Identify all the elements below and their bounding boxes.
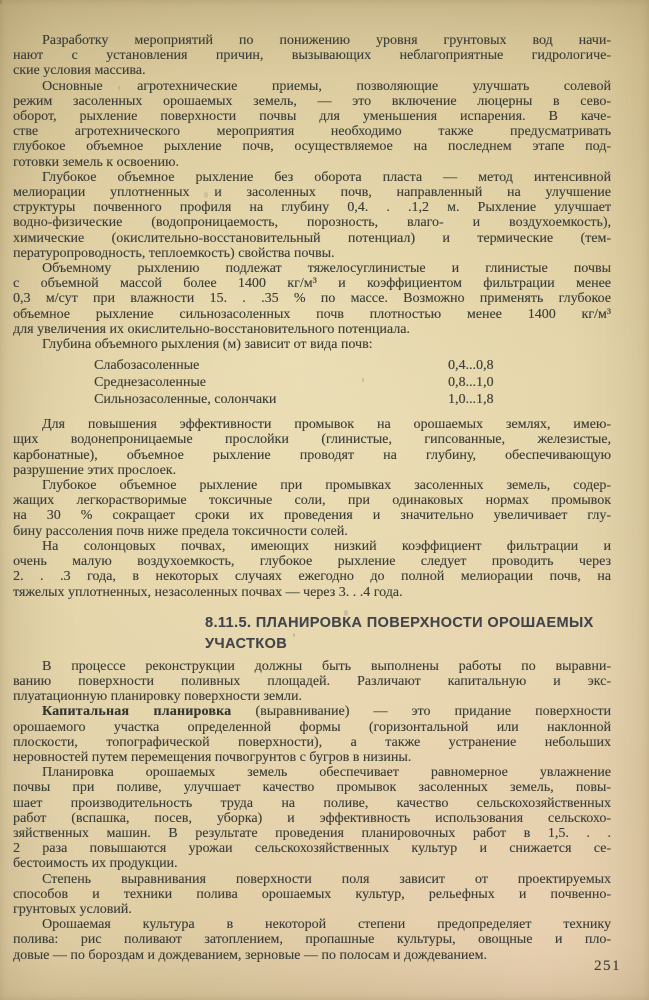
text-line: грунтовых условий. xyxy=(13,901,132,917)
soil-type-label: Слабозасоленные xyxy=(94,358,200,374)
text-line: неровностей путем перемещения почвогрунтов с бугров в низины. xyxy=(13,749,412,765)
table-row xyxy=(13,374,611,391)
paragraph xyxy=(13,417,611,478)
text-line: очень малую воздухоемкость, глубокое рыхление следует проводить через xyxy=(13,554,611,570)
depth-table xyxy=(13,357,611,408)
paragraph xyxy=(13,872,611,918)
page-number: 251 xyxy=(594,958,621,974)
text-line: структуры почвенного профиля на глубину 0,4. . .1,2 м. Рыхление улучшает xyxy=(13,200,611,216)
text-line: Основные агротехнические приемы, позволяющие улучшать солевой xyxy=(42,78,611,94)
text-line: жащих легкорастворимые токсичные соли, при одинаковых нормах промывок xyxy=(13,493,611,509)
text-line: На солонцовых почвах, имеющих низкий коэффициент фильтрации и xyxy=(42,538,611,554)
text-line: почвы при поливе, улучшает качество промывок засоленных земель, повы- xyxy=(13,780,611,796)
paragraph xyxy=(13,704,611,765)
depth-range-value: 0,4...0,8 xyxy=(448,358,494,374)
heading-line: УЧАСТКОВ xyxy=(205,635,288,652)
text-line: для увеличения их окислительно-восстановительного потенциала. xyxy=(13,321,410,337)
text-line: глубокое объемное рыхление почв, осуществляемое на последнем этапе под- xyxy=(13,139,611,155)
depth-range-value: 1,0...1,8 xyxy=(448,392,494,408)
paragraph xyxy=(13,478,611,539)
scan-artifacts xyxy=(0,0,2,3)
text-line: стве агротехнического мероприятия необходимо также предусматривать xyxy=(13,124,611,140)
heading-line: 8.11.5. ПЛАНИРОВКА ПОВЕРХНОСТИ ОРОШАЕМЫХ xyxy=(205,614,594,631)
table-row xyxy=(13,357,611,374)
paragraph xyxy=(13,261,611,337)
text-line: бестоимость их продукции. xyxy=(13,856,178,872)
text-line: с объемной массой более 1400 кг/м³ и коэффициентом фильтрации менее xyxy=(13,276,611,292)
text-line: 2. . .3 года, в некоторых случаях ежегодно до полной мелиорации почв, на xyxy=(13,569,611,585)
text-line: Глубокое объемное рыхление при промывках засоленных земель, содер- xyxy=(42,478,611,494)
bold-term: Капитальная планировка xyxy=(42,704,232,720)
paragraph xyxy=(13,917,611,963)
text-line: плоскости, топографической поверхности), а также устранение небольших xyxy=(13,734,611,750)
text-line: нают с установления причин, вызывающих неблагоприятные гидрологиче- xyxy=(13,48,611,64)
text-line: разрушение этих прослоек. xyxy=(13,462,177,478)
text-line: водно-физические (водопроницаемость, порозность, влаго- и воздухоемкость), xyxy=(13,215,611,231)
paragraph xyxy=(13,33,611,79)
text-line: бину рассоления почв ниже предела токсичности солей. xyxy=(13,523,348,539)
text-line: зяйственных машин. В результате проведения планировочных работ в 1,5. . . xyxy=(13,825,611,841)
paragraph xyxy=(13,79,611,170)
text-line: ские условия массива. xyxy=(13,63,146,79)
text-line: режим засоленных орошаемых земель, — это включение люцерны в сево- xyxy=(13,93,611,109)
text-line: оборот, рыхление поверхности почвы для уменьшения испарения. В каче- xyxy=(13,109,611,125)
text-line: Орошаемая культура в некоторой степени предопределяет технику xyxy=(42,917,611,933)
text-line: объемное рыхление сильнозасоленных почв плотностью менее 1400 кг/м³ xyxy=(13,306,611,322)
paragraph xyxy=(13,170,611,261)
text-line: полива: рис поливают затоплением, пропашные культуры, овощные и пло- xyxy=(13,932,611,948)
text-line: пературопроводность, теплоемкость) свойства почвы. xyxy=(13,245,335,261)
text-line: Капитальная планировка (выравнивание) — это придание поверхности xyxy=(42,704,611,720)
paragraph xyxy=(13,659,611,705)
text-line: химические (окислительно-восстановительный потенциал) и термические (тем- xyxy=(13,230,611,246)
text-line: щих водонепроницаемые прослойки (глинистые, гипсованные, железистые, xyxy=(13,432,611,448)
text-line: Для повышения эффективности промывок на орошаемых землях, имею- xyxy=(42,417,611,433)
soil-type-label: Сильнозасоленные, солончаки xyxy=(94,392,277,408)
text-line: мелиорации уплотненных и засоленных почв, направленный на улучшение xyxy=(13,185,611,201)
text-line: готовки земель к освоению. xyxy=(13,154,179,170)
text-line: ванию поверхности поливных площадей. Различают капитальную и экс- xyxy=(13,673,611,689)
text-line: плуатационную планировку поверхности земли. xyxy=(13,689,302,705)
soil-type-label: Среднезасоленные xyxy=(94,375,206,391)
text-line: Степень выравнивания поверхности поля зависит от проектируемых xyxy=(42,871,611,887)
text-line: шает производительность труда на поливе, качество сельскохозяйственных xyxy=(13,795,611,811)
text-line: 2 раза повышаются урожаи сельскохозяйственных культур и снижается се- xyxy=(13,841,611,857)
paragraph xyxy=(13,337,611,352)
table-row xyxy=(13,391,611,408)
section-heading xyxy=(205,613,611,655)
text-line: карбонатные), объемное рыхление проводят на глубину, обеспечивающую xyxy=(13,447,611,463)
text-line: работ (вспашка, посев, уборка) и эффективность использования сельскохо- xyxy=(13,810,611,826)
text-line: В процессе реконструкции должны быть выполнены работы по выравни- xyxy=(42,658,611,674)
text-line: на 30 % сокращает сроки их проведения и значительно увеличивает глу- xyxy=(13,508,611,524)
depth-range-value: 0,8...1,0 xyxy=(448,375,494,391)
text-line: Объемному рыхлению подлежат тяжелосуглинистые и глинистые почвы xyxy=(42,261,611,277)
text-line: Глубокое объемное рыхление без оборота пласта — метод интенсивной xyxy=(42,169,611,185)
text-line: довые — по бороздам и дождеванием, зерновые — по полосам и дождеванием. xyxy=(13,947,487,963)
paragraph xyxy=(13,539,611,600)
page-content xyxy=(13,0,611,963)
text-line: Глубина объемного рыхления (м) зависит от вида почв: xyxy=(42,337,373,353)
text-line: тяжелых уплотненных, незасоленных почвах — через 3. . .4 года. xyxy=(13,584,403,600)
text-line: Планировка орошаемых земель обеспечивает равномерное увлажнение xyxy=(42,765,611,781)
paragraph xyxy=(13,765,611,871)
text-line: Разработку мероприятий по понижению уровня грунтовых вод начи- xyxy=(42,33,611,48)
text-line: 0,3 м/сут при влажности 15. . .35 % по массе. Возможно применять глубокое xyxy=(13,291,611,307)
text-line: способов и техники полива орошаемых культур, рельефных и почвенно- xyxy=(13,886,611,902)
text-line: орошаемого участка определенной формы (горизонтальной или наклонной xyxy=(13,719,611,735)
